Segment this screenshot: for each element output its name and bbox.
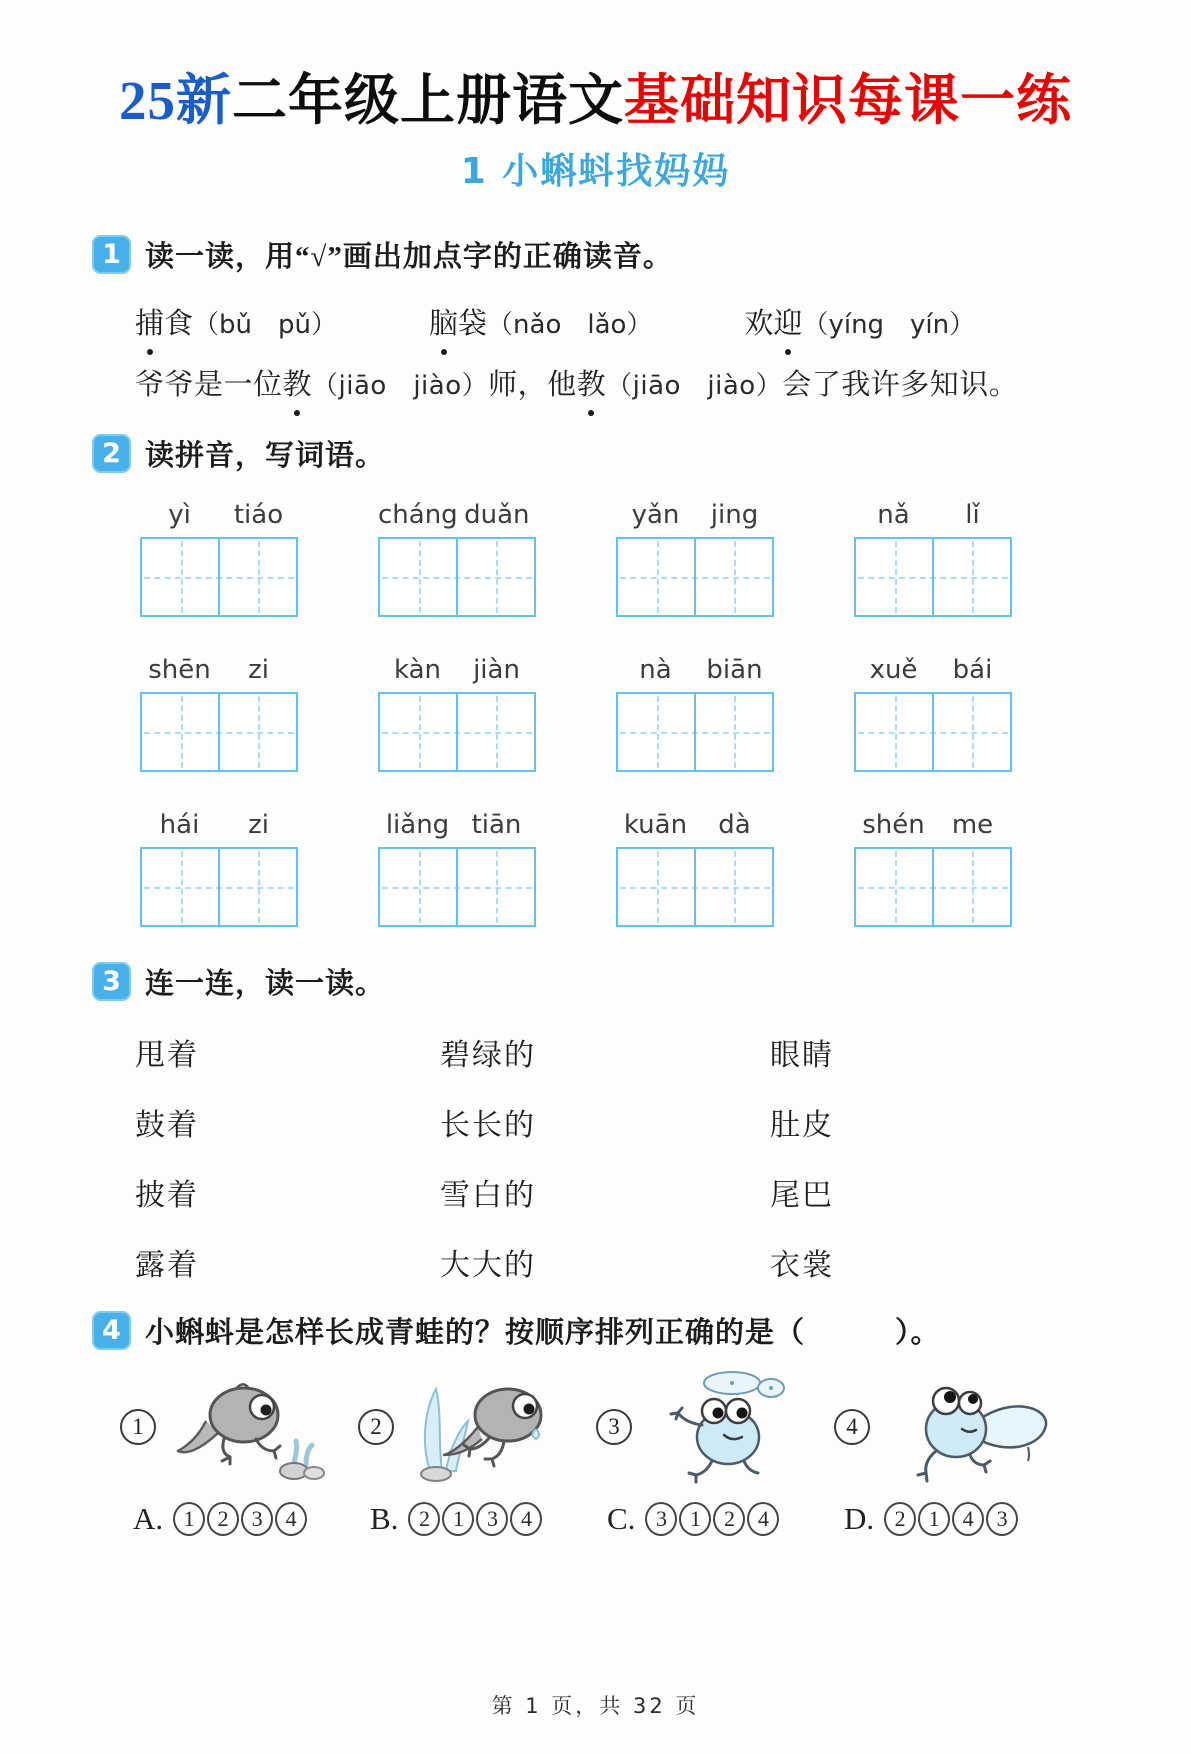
question-1-word-row	[0, 301, 1191, 342]
sentence-seg: 会了我许多知识。	[782, 369, 1019, 401]
figure-stage	[120, 1367, 358, 1487]
question-number-badge: 3	[92, 962, 131, 1001]
pinyin-syllable: nǎ	[877, 500, 910, 530]
dotted-char: 迎	[773, 301, 802, 342]
question-3-prompt: 连一连，读一读。	[145, 968, 386, 1000]
writing-grid[interactable]	[378, 847, 536, 927]
page-footer: 第 1 页，共 32 页	[491, 1694, 700, 1718]
pinyin-syllable: jing	[710, 500, 759, 530]
pinyin-syllable: duǎn	[464, 500, 530, 530]
write-group	[140, 810, 298, 927]
write-group	[140, 655, 298, 772]
pinyin-syllable: dà	[718, 810, 751, 840]
circled-number: 1	[173, 1502, 205, 1536]
word-char: 食	[164, 308, 194, 340]
match-verb[interactable]: 鼓着	[135, 1109, 199, 1142]
write-group	[854, 500, 1012, 617]
question-2	[0, 433, 1191, 927]
matching-row	[135, 1240, 1191, 1284]
pinyin-syllable: biān	[706, 655, 763, 685]
circled-number: 3	[476, 1502, 508, 1536]
question-3	[0, 961, 1191, 1284]
match-adjective[interactable]: 大大的	[440, 1249, 536, 1282]
dotted-char: 教	[577, 362, 607, 403]
pinyin-syllable: nà	[639, 655, 672, 685]
write-group	[616, 500, 774, 617]
question-1-header	[0, 234, 1191, 275]
writing-grid[interactable]	[378, 692, 536, 772]
question-4	[0, 1310, 1191, 1537]
question-1-sentence	[0, 362, 1191, 403]
young-frog-icon	[640, 1367, 810, 1487]
writing-grid[interactable]	[854, 847, 1012, 927]
writing-grid[interactable]	[378, 537, 536, 617]
match-verb[interactable]: 露着	[135, 1249, 199, 1282]
pinyin-syllable: jiàn	[473, 655, 520, 685]
pinyin-syllable: shēn	[148, 655, 211, 685]
circled-number: 3	[241, 1502, 273, 1536]
pinyin-grid-row	[0, 655, 1191, 772]
lesson-title: 1 小蝌蚪找妈妈	[460, 151, 731, 192]
writing-grid[interactable]	[140, 692, 298, 772]
writing-grid[interactable]	[616, 692, 774, 772]
circled-number: 4	[275, 1502, 307, 1536]
question-3-header	[0, 961, 1191, 1002]
matching-row	[135, 1100, 1191, 1144]
matching-row	[135, 1030, 1191, 1074]
question-1-prompt: 读一读，用“√”画出加点字的正确读音。	[145, 241, 673, 273]
circled-number: 1	[918, 1502, 950, 1536]
circled-number: 2	[713, 1502, 745, 1536]
pinyin-syllable: kuān	[623, 810, 688, 840]
writing-grid[interactable]	[854, 692, 1012, 772]
circled-number: 3	[986, 1502, 1018, 1536]
growth-stage-figures	[0, 1367, 1191, 1487]
tadpole-four-legs-icon	[164, 1367, 334, 1487]
dotted-char: 捕	[135, 301, 164, 342]
pinyin-options: （jiāo jiào）	[606, 371, 783, 401]
pinyin-syllable: hái	[159, 810, 200, 840]
matching-exercise	[0, 1030, 1191, 1284]
option-letter: A.	[133, 1501, 164, 1536]
figure-number: 2	[358, 1409, 394, 1445]
write-group	[140, 500, 298, 617]
match-noun[interactable]: 眼睛	[770, 1039, 834, 1072]
pinyin-syllable: bái	[952, 655, 993, 685]
circled-number: 4	[510, 1502, 542, 1536]
figure-stage	[596, 1367, 834, 1487]
write-group	[854, 810, 1012, 927]
write-group	[616, 810, 774, 927]
pinyin-options: （jiāo jiào）	[312, 371, 489, 401]
question-number-badge: 4	[92, 1311, 131, 1350]
option-letter: B.	[370, 1501, 399, 1536]
writing-grid[interactable]	[140, 537, 298, 617]
option-a[interactable]	[133, 1501, 370, 1537]
question-2-header	[0, 433, 1191, 474]
question-1	[0, 234, 1191, 403]
circled-number: 2	[884, 1502, 916, 1536]
dotted-char: 脑	[429, 301, 458, 342]
pinyin-options: （nǎo lǎo）	[487, 310, 653, 340]
writing-grid[interactable]	[854, 537, 1012, 617]
match-noun[interactable]: 尾巴	[770, 1179, 834, 1212]
question-number-badge: 2	[92, 434, 131, 473]
figure-stage	[358, 1367, 596, 1487]
pinyin-syllable: liǎng	[385, 810, 450, 840]
pinyin-syllable: cháng	[378, 500, 458, 530]
option-b[interactable]	[370, 1501, 607, 1537]
word-char: 欢	[744, 308, 774, 340]
matching-row	[135, 1170, 1191, 1214]
word-item	[429, 301, 652, 342]
write-group	[378, 655, 536, 772]
option-d[interactable]	[844, 1501, 1081, 1537]
pinyin-syllable: xuě	[869, 655, 918, 685]
match-adjective[interactable]: 雪白的	[440, 1179, 536, 1212]
froglet-with-tail-icon	[878, 1367, 1058, 1487]
title-part-black: 二年级上册语文	[231, 70, 624, 131]
pinyin-syllable: me	[951, 810, 994, 840]
write-group	[378, 500, 536, 617]
pinyin-syllable: tiān	[471, 810, 522, 840]
word-char: 袋	[458, 308, 488, 340]
match-adjective[interactable]: 长长的	[440, 1109, 536, 1142]
circled-number: 3	[645, 1502, 677, 1536]
match-noun[interactable]: 衣裳	[770, 1249, 834, 1282]
question-4-prompt: 小蝌蚪是怎样长成青蛙的？按顺序排列正确的是（ ）。	[145, 1317, 941, 1349]
match-verb[interactable]: 甩着	[135, 1039, 199, 1072]
circled-number: 4	[952, 1502, 984, 1536]
option-letter: C.	[607, 1501, 636, 1536]
figure-number: 3	[596, 1409, 632, 1445]
word-item	[744, 301, 975, 342]
pinyin-syllable: yǎn	[631, 500, 680, 530]
title-part-red: 基础知识每课一练	[624, 70, 1073, 131]
pinyin-options: （bǔ pǔ）	[193, 310, 337, 340]
pinyin-syllable: tiáo	[233, 500, 284, 530]
write-group	[378, 810, 536, 927]
page-title	[0, 70, 1191, 132]
write-group	[854, 655, 1012, 772]
sentence-seg: 爷爷是一位	[135, 369, 283, 401]
pinyin-syllable: zi	[248, 810, 269, 840]
figure-number: 4	[834, 1409, 870, 1445]
dotted-char: 教	[283, 362, 313, 403]
pinyin-syllable: lǐ	[965, 500, 980, 530]
pinyin-syllable: yì	[168, 500, 191, 530]
pinyin-syllable: zi	[248, 655, 269, 685]
writing-grid[interactable]	[616, 847, 774, 927]
worksheet-page	[0, 70, 1191, 1754]
sentence-seg: 师，他	[488, 369, 577, 401]
pinyin-options: （yíng yín）	[802, 310, 976, 340]
answer-options	[0, 1501, 1191, 1537]
circled-number: 1	[442, 1502, 474, 1536]
pinyin-syllable: kàn	[393, 655, 441, 685]
writing-grid[interactable]	[140, 847, 298, 927]
circled-number: 2	[408, 1502, 440, 1536]
circled-number: 2	[207, 1502, 239, 1536]
circled-number: 4	[747, 1502, 779, 1536]
pinyin-grid-row	[0, 810, 1191, 927]
option-c[interactable]	[607, 1501, 844, 1537]
title-part-blue: 25新	[118, 70, 232, 131]
write-group	[616, 655, 774, 772]
writing-grid[interactable]	[616, 537, 774, 617]
word-item	[135, 301, 337, 342]
question-4-header	[0, 1310, 1191, 1351]
pinyin-grid-row	[0, 500, 1191, 617]
match-adjective[interactable]: 碧绿的	[440, 1039, 536, 1072]
match-verb[interactable]: 披着	[135, 1179, 199, 1212]
match-noun[interactable]: 肚皮	[770, 1109, 834, 1142]
option-letter: D.	[844, 1501, 875, 1536]
question-2-prompt: 读拼音，写词语。	[145, 440, 386, 472]
question-number-badge: 1	[92, 235, 131, 274]
tadpole-hind-legs-icon	[402, 1367, 572, 1487]
circled-number: 1	[679, 1502, 711, 1536]
figure-stage	[834, 1367, 1072, 1487]
pinyin-syllable: shén	[862, 810, 925, 840]
figure-number: 1	[120, 1409, 156, 1445]
